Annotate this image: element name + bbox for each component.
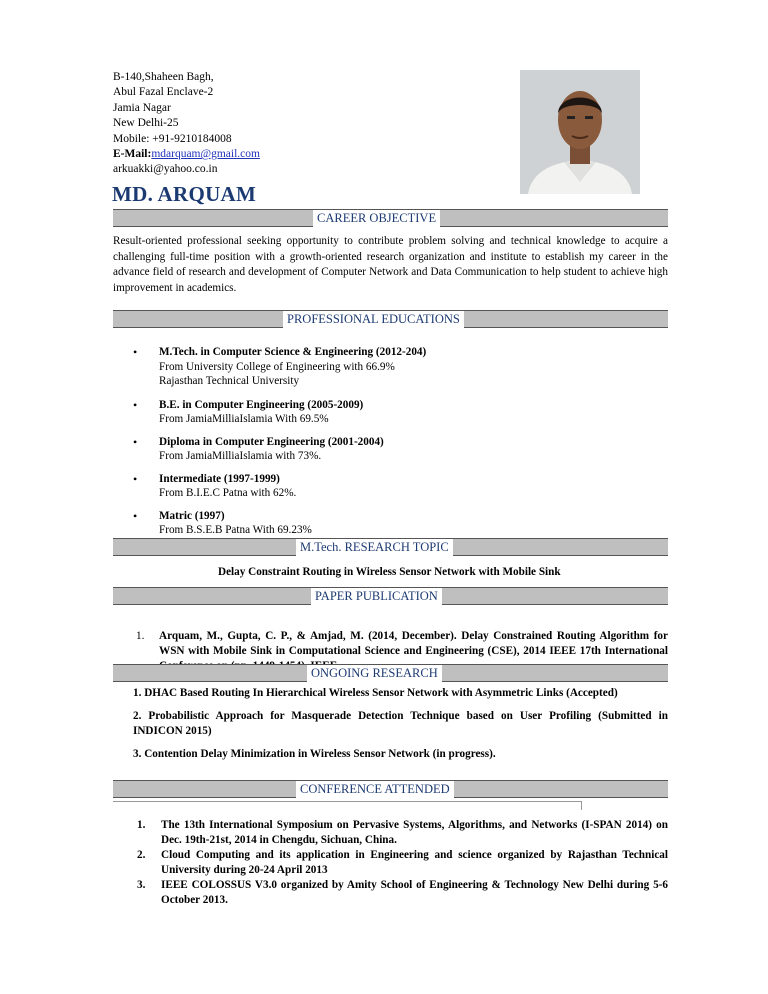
- education-title: Matric (1997): [159, 509, 225, 522]
- education-title: Intermediate (1997-1999): [159, 472, 280, 485]
- bullet-icon: •: [133, 434, 138, 449]
- email-link[interactable]: mdarquam@gmail.com: [151, 148, 260, 161]
- secondary-email: arkuakki@yahoo.co.in: [113, 163, 218, 176]
- section-header-education: [113, 310, 668, 328]
- person-photo-icon: [520, 70, 640, 194]
- ongoing-item: 1. DHAC Based Routing In Hierarchical Wireless Sensor Network with Asymmetric Links (Accepted): [133, 687, 618, 699]
- conference-list: [113, 818, 668, 908]
- education-detail: From JamiaMilliaIslamia With 69.5%: [159, 413, 329, 425]
- section-header-publication: [113, 587, 668, 605]
- education-title: M.Tech. in Computer Science & Engineering (2012-204): [159, 346, 427, 358]
- education-item: [113, 509, 668, 538]
- bullet-icon: •: [133, 471, 138, 486]
- bullet-icon: •: [133, 508, 138, 523]
- contact-block: [113, 70, 260, 178]
- education-detail: From B.S.E.B Patna With 69.23%: [159, 524, 312, 536]
- education-title: B.E. in Computer Engineering (2005-2009): [159, 398, 364, 411]
- section-title: ONGOING RESEARCH: [307, 665, 442, 682]
- publication-text: Arquam, M., Gupta, C. P., & Amjad, M. (2014, December). Delay Constrained Routing Algorithm for WSN with Mobile Sink in Computational Science and Engineering (CSE), 2014 IEEE 17th International: [159, 630, 668, 657]
- research-topic: Delay Constraint Routing in Wireless Sensor Network with Mobile Sink: [218, 566, 561, 578]
- education-detail: Rajasthan Technical University: [159, 375, 300, 387]
- item-number: 2.: [137, 849, 146, 861]
- education-item: [113, 472, 668, 501]
- section-title: PAPER PUBLICATION: [311, 588, 442, 605]
- conference-item: [113, 818, 668, 848]
- education-detail: From University College of Engineering with 66.9%: [159, 360, 395, 373]
- conference-text: Cloud Computing and its application in Engineering and science organized by Rajasthan Technical University during 20-24 April 2013: [161, 849, 668, 876]
- section-header-research: [113, 538, 668, 556]
- section-title: PROFESSIONAL EDUCATIONS: [283, 311, 464, 328]
- section-header-ongoing: [113, 664, 668, 682]
- email-label: E-Mail:: [113, 148, 152, 161]
- section-header-objective: [113, 209, 668, 227]
- education-title: Diploma in Computer Engineering (2001-2004): [159, 435, 384, 448]
- section-title: M.Tech. RESEARCH TOPIC: [296, 539, 453, 556]
- ongoing-research-list: [113, 686, 668, 770]
- education-item: [113, 435, 668, 464]
- candidate-name: MD. ARQUAM: [112, 182, 257, 206]
- address-line: Jamia Nagar: [113, 101, 171, 114]
- bullet-icon: •: [133, 397, 138, 412]
- mobile-number: Mobile: +91-9210184008: [113, 132, 232, 145]
- ongoing-item: 3. Contention Delay Minimization in Wireless Sensor Network (in progress).: [133, 748, 496, 760]
- item-number: 3.: [137, 879, 146, 891]
- ongoing-item: 2. Probabilistic Approach for Masquerade Detection Technique based on User Profiling (Submitted in INDICON 2015): [133, 710, 668, 737]
- education-item: [113, 398, 668, 427]
- objective-text: Result-oriented professional seeking opportunity to contribute problem solving and technical knowledge to acquire a challenging full-time position with a growth-oriented research organization and institute to establish my career in the advance field of research and development of Computer Network and Data Communication to help student to achieve high improvement in academics.: [113, 235, 668, 295]
- conference-text: The 13th International Symposium on Pervasive Systems, Algorithms, and Networks (I-SPAN 2014) on Dec. 19th-21st, 2014 in Chengdu, Sichuan, China.: [161, 819, 668, 846]
- education-detail: From B.I.E.C Patna with 62%.: [159, 487, 297, 499]
- address-line: New Delhi-25: [113, 117, 179, 130]
- profile-photo: [520, 70, 640, 194]
- conference-text: IEEE COLOSSUS V3.0 organized by Amity School of Engineering & Technology New Delhi during 5-6 October 2013.: [161, 879, 668, 906]
- item-number: 1.: [136, 630, 145, 642]
- section-title: CONFERENCE ATTENDED: [296, 781, 454, 798]
- item-number: 1.: [137, 819, 146, 831]
- conference-item: [113, 878, 668, 908]
- address-line: Abul Fazal Enclave-2: [113, 86, 214, 99]
- divider: [113, 801, 582, 810]
- section-header-conference: [113, 780, 668, 798]
- email-line: [113, 147, 260, 162]
- education-detail: From JamiaMilliaIslamia with 73%.: [159, 450, 322, 462]
- address-line: B-140,Shaheen Bagh,: [113, 71, 214, 83]
- bullet-icon: •: [133, 345, 138, 359]
- education-list: [113, 345, 668, 538]
- conference-item: [113, 848, 668, 878]
- education-item: [113, 345, 668, 389]
- section-title: CAREER OBJECTIVE: [313, 210, 440, 227]
